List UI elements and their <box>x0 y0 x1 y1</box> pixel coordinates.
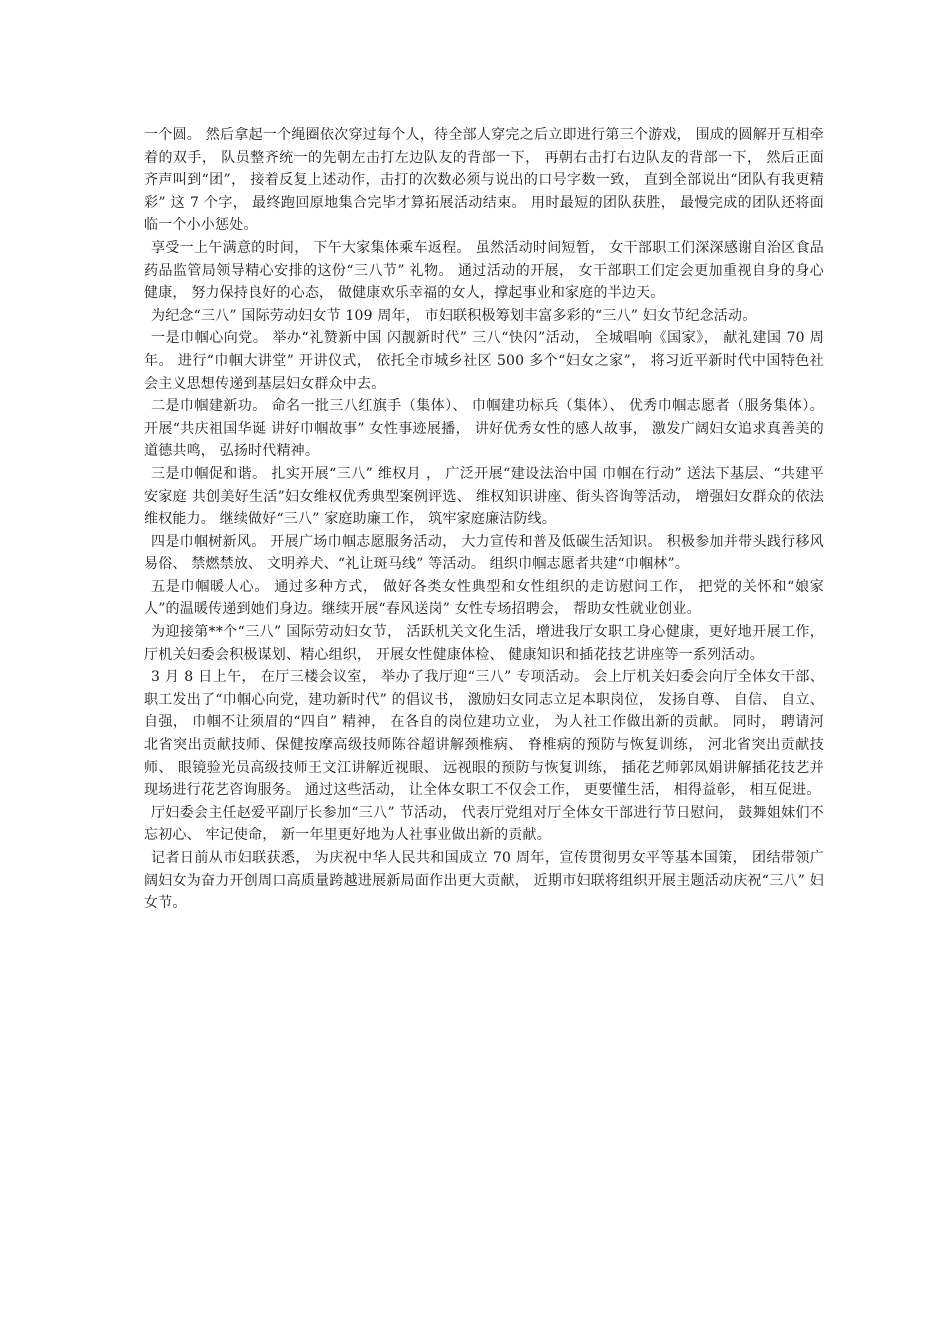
paragraph-welcome-womens-day: 为迎接第**个“三八” 国际劳动妇女节， 活跃机关文化生活，增进我厅女职工身心健康，更好地开展工作， 厅机关妇委会积极谋划、精心组织， 开展女性健康体检、 健康知识和插花技艺讲座等一系列活动。 <box>144 624 824 663</box>
paragraph-build-merit: 二是巾帼建新功。 命名一批三八红旗手（集体）、 巾帼建功标兵（集体）、 优秀巾帼志愿者（服务集体）。 开展“共庆祖国华诞 讲好巾帼故事” 女性事迹展播， 讲好优秀女性的感人故事， 激发广阔妇女追求真善美的道德共鸣， 弘扬时代精神。 <box>144 398 824 460</box>
paragraph-new-customs: 四是巾帼树新风。 开展广场巾帼志愿服务活动， 大力宣传和普及低碳生活知识。 积极参加并带头践行移风易俗、 禁燃禁放、 文明养犬、“礼让斑马线” 等活动。 组织巾帼志愿者共建“巾帼林”。 <box>144 533 824 573</box>
document-body <box>144 124 824 915</box>
paragraph-march-8-event: 3 月 8 日上午， 在厅三楼会议室， 举办了我厅迎“三八” 专项活动。 会上厅机关妇委会向厅全体女干部、 职工发出了“巾帼心向党，建功新时代” 的倡议书， 激励妇女同志立足本职岗位， 发扬自尊、 自信、 自立、 自强， 巾帼不让须眉的“四自” 精神， 在各自的岗位建功立业， 为人社工作做出新的贡献。 同时， 聘请河北省突出贡献技师、保健按摩高级技师陈谷超讲解颈椎病、 脊椎病的预防与恢复训练， 河北省突出贡献技师、 眼镜验光员高级技师王文江讲解近视眼、 远视眼的预防与恢复训练， 插花艺师郭凤娟讲解插花技艺并现场进行花艺咨询服务。 通过这些活动， 让全体女职工不仅会工作， 更要懂生活， 相得益彰， 相互促进。 <box>144 669 824 799</box>
paragraph-heart-to-party: 一是巾帼心向党。 举办“礼赞新中国 闪靓新时代” 三八“快闪”活动， 全城唱响《国家》， 献礼建国 70 周年。 进行“巾帼大讲堂” 开讲仪式， 依托全市城乡社区 500 多个“妇女之家”， 将习近平新时代中国特色社会主义思想传递到基层妇女群众中去。 <box>144 330 824 392</box>
paragraph-holiday-greeting: 厅妇委会主任赵爱平副厅长参加“三八” 节活动， 代表厅党组对厅全体女干部进行节日慰问， 鼓舞姐妹们不忘初心、 牢记使命， 新一年里更好地为人社事业做出新的贡献。 <box>144 804 824 844</box>
paragraph-afternoon-return: 享受一上午满意的时间， 下午大家集体乘车返程。 虽然活动时间短暂， 女干部职工们深深感谢自治区食品药品监管局领导精心安排的这份“三八节” 礼物。 通过活动的开展， 女干部职工们定会更加重视自身的身心健康， 努力保持良好的心态， 做健康欢乐幸福的女人，撑起事业和家庭的半边天。 <box>144 239 824 302</box>
paragraph-team-game: 一个圆。 然后拿起一个绳圈依次穿过每个人，待全部人穿完之后立即进行第三个游戏， 围成的圆解开互相牵着的双手， 队员整齐统一的先朝左击打左边队友的背部一下， 再朝右击打右边队友的背部一下， 然后正面齐声叫到“团”， 接着反复上述动作，击打的次数必须与说出的口号字数一致， 直到全部说出“团队有我更精彩” 这 7 个字， 最终跑回原地集合完毕才算拓展活动结束。 用时最短的团队获胜， 最慢完成的团队还将面临一个小小惩处。 <box>144 127 824 234</box>
paragraph-warm-hearts: 五是巾帼暖人心。 通过多种方式， 做好各类女性典型和女性组织的走访慰问工作， 把党的关怀和“娘家人”的温暖传递到她们身边。继续开展“春风送岗” 女性专场招聘会， 帮助女性就业创业。 <box>144 578 824 618</box>
paragraph-109th-anniversary: 为纪念“三八” 国际劳动妇女节 109 周年， 市妇联积极筹划丰富多彩的“三八” 妇女节纪念活动。 <box>151 307 757 324</box>
paragraph-promote-harmony: 三是巾帼促和谐。 扎实开展“三八” 维权月 ， 广泛开展“建设法治中国 巾帼在行动” 送法下基层、“共建平安家庭 共创美好生活”妇女维权优秀典型案例评选、 维权知识讲座、街头咨询等活动， 增强妇女群众的依法维权能力。 继续做好“三八” 家庭助廉工作， 筑牢家庭廉洁防线。 <box>144 465 824 528</box>
paragraph-reporter-news: 记者日前从市妇联获悉， 为庆祝中华人民共和国成立 70 周年，宣传贯彻男女平等基本国策， 团结带领广阔妇女为奋力开创周口高质量跨越进展新局面作出更大贡献， 近期市妇联将组织开展主题活动庆祝“三八” 妇女节。 <box>144 850 824 912</box>
